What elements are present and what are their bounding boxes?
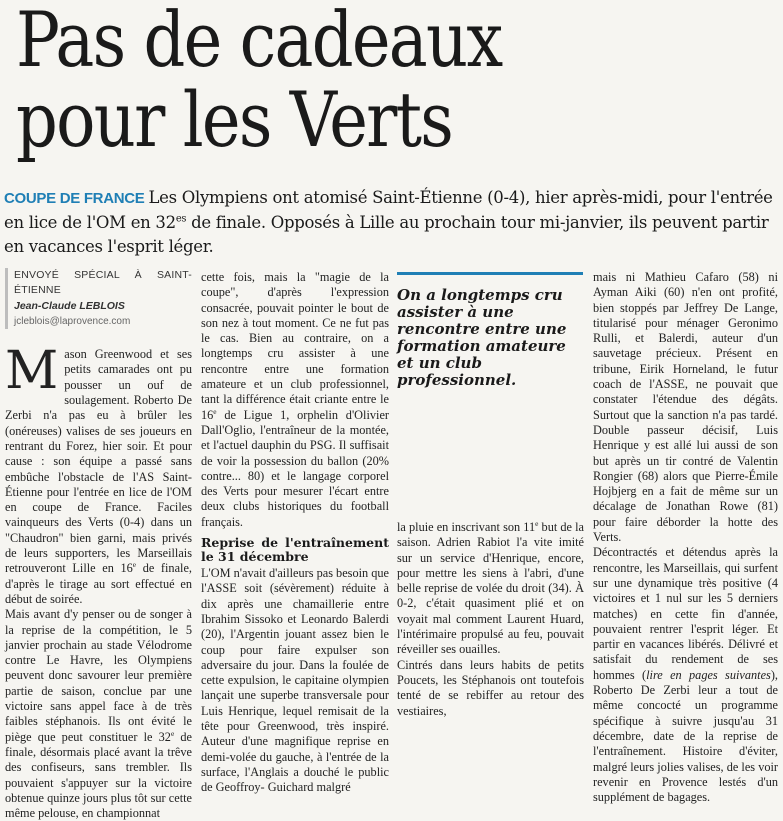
paragraph: L'OM n'avait d'ailleurs pas besoin que l'ASSE soit (sévèrement) réduite à dix après une chamaillerie entre Ibrahim Sissoko et Leonardo Balerdi (20), l'Argentin jouant assez bien le coup pour faire expulser son adversaire du jour. Dans la foulée de cette expulsion, le capitaine olympien lançait une superbe transversale pour Luis Henrique, lequel remisait de la tête pour Greenwood, très inspiré. Auteur d'une magnifique reprise en demi-volée du gauche, à l'entrée de la surface, l'Anglais a douché le public de Geoffroy- Guichard malgré [201,566,389,795]
headline-line-2: pour les Verts [16,75,453,164]
byline [5,268,192,329]
column-2 [201,270,389,796]
headline-line-1: Pas de cadeaux [16,0,502,84]
lead-paragraph [4,186,776,259]
drop-cap: M [5,341,59,402]
column-4 [593,270,778,805]
byline-email[interactable]: jcleblois@laprovence.com [14,315,131,327]
section-subheading: Reprise de l'entraînement le 31 décembre [201,535,389,565]
paragraph: mais ni Mathieu Cafaro (58) ni Ayman Aiki (60) n'en ont profité, bien stoppés par Jeffrey De Lange, titularisé pour ménager Geronimo Rulli, et Balerdi, auteur d'un sauvetage précieux. Présent en tribune, Eirik Horneland, le futur coach de l'ASSE, ne pouvait que constater l'étendue des dégâts. Surtout que la sanction n'a pas tardé. Double passeur décisif, Luis Henrique y est allé lui aussi de son but après un tir contré de Valentin Rongier (68) alors que Pierre-Émile Hojbjerg en a fait de même sur un décalage de Jonathan Rowe (81) pour faire déborder la hotte des Verts. [593,270,778,545]
column-3 [397,520,584,719]
lead-text-part-1: Les Olympiens ont atomisé Saint-Étienne (0-4), hier après-midi, pour l'entrée en lice de l'OM en 32 [4,188,773,232]
headline [16,0,502,164]
paragraph: cette fois, mais la "magie de la coupe", d'après l'expression consacrée, pouvait pointer le bout de son nez à tout moment. Ce ne fut pas le cas. Bien au contraire, on a longtemps cru assister à une rencontre entre une formation amateure et un club professionnel, tant la différence était criante entre le 16e de Ligue 1, orphelin d'Olivier Dall'Oglio, l'entraîneur de la montée, et l'actuel dauphin du PSG. Il suffisait de voir la possession du ballon (20% contre... 80) et le langage corporel des Verts pour mesurer l'écart entre deux clubs historiques du football français. [201,270,389,529]
cross-reference: lire en pages suivantes [646,667,771,682]
paragraph: Mason Greenwood et ses petits camarades ont pu pousser un ouf de soulagement. Roberto De Zerbi n'a pas eu à brûler les (onéreuses) valises de ses joueurs en rentrant du Forez, hier soir. Et pour cause : son équipe a passé sans embûche l'obstacle de l'AS Saint-Étienne pour l'entrée en lice de l'OM en coupe de France. Faciles vainqueurs des Verts (0-4) dans un "Chaudron" bien garni, mais privés de leurs supporters, les Marseillais retrouveront Lille en 16e de finale, d'après le tirage au sort effectué en début de soirée. [5,341,192,606]
column-1 [5,268,192,821]
paragraph: la pluie en inscrivant son 11e but de la saison. Adrien Rabiot l'a vite imité sur un service d'Henrique, encore, pour mettre les siens à l'abri, d'une belle reprise de volée du droit (34). À 0-2, c'était quasiment plié et on voyait mal comment Laurent Huard, l'intérimaire propulsé au feu, pouvait réveiller ses ouailles. [397,518,585,657]
lead-text-part-2: de finale. Opposés à Lille au prochain tour mi-janvier, ils peuvent partir en vacances l'esprit léger. [4,213,769,256]
byline-envoy: ENVOYÉ SPÉCIAL À SAINT-ÉTIENNE [14,269,192,297]
lead-superscript: es [175,213,187,225]
rubric-label: COUPE DE FRANCE [4,190,145,207]
byline-author: Jean-Claude LEBLOIS [14,299,125,312]
paragraph: Décontractés et détendus après la rencontre, les Marseillais, qui surfent sur une dynamique très positive (4 victoires et 1 nul sur les 5 derniers matches) en cette fin d'année, pouvaient rentrer l'esprit léger. Et partir en vacances libérés. Délivré et satisfait du rendement de ses hommes (lire en pages suivantes), Roberto De Zerbi leur a tout de même concocté un programme spécifique à suivre jusqu'au 31 décembre, date de la reprise de l'entraînement. Histoire d'éviter, malgré leurs jolies valises, de les voir revenir en Provence lestés d'un supplément de bagages. [593,545,778,805]
pull-quote-text: On a longtemps cru assister à une rencontre entre une formation amateure et un club professionnel. [397,286,567,389]
paragraph: Cintrés dans leurs habits de petits Poucets, les Stéphanois ont toutefois tenté de se rebiffer au retour des vestiaires, [397,657,584,718]
paragraph: Mais avant d'y penser ou de songer à la reprise de la compétition, le 5 janvier prochain au stade Vélodrome contre Le Havre, les Olympiens peuvent donc savourer leur première partie de saison, conclue par une victoire sans appel face à de très faibles stéphanois. Ils ont évité le piège que peut constituer le 32e de finale, désormais placé avant la trêve des confiseurs, sans trembler. Ils pouvaient s'appuyer sur la victoire obtenue quinze jours plus tôt sur cette même pelouse, en championnat [5,607,193,821]
pull-quote [397,272,583,389]
